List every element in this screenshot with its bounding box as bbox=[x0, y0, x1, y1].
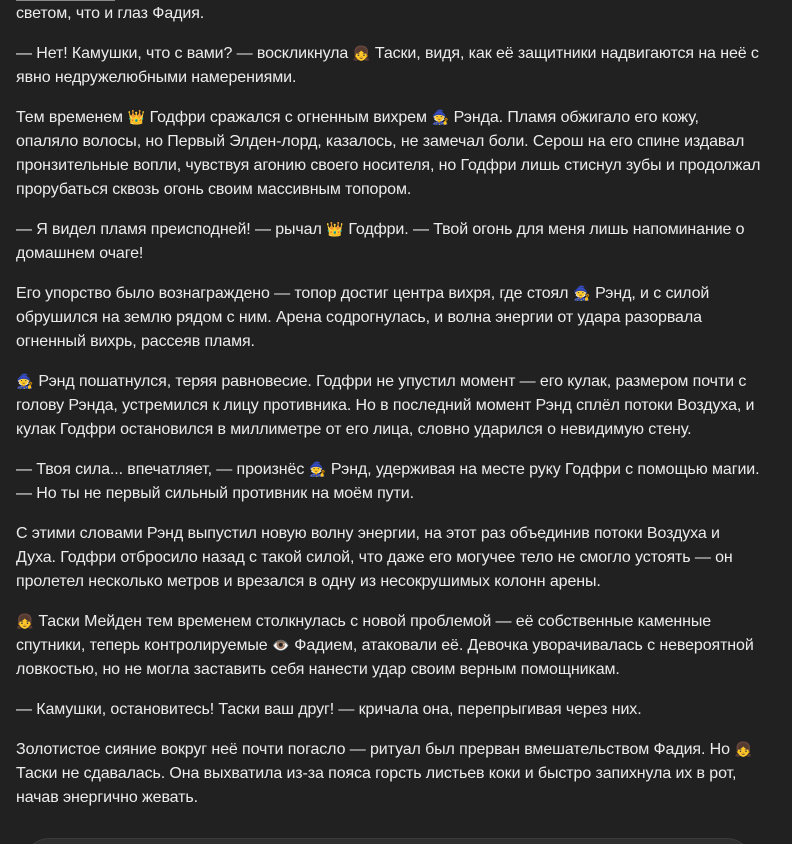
paragraph-text: С этими словами Рэнд выпустил новую волну энергии, на этот раз объединив потоки Воздуха и Духа. Годфри отбросило назад с такой силой, что даже его могучее тело не смогло устоять — он пролетел несколько метров и врезался в одну из несокрушимых колонн арены. bbox=[16, 525, 733, 590]
paragraph-text: Фадием, атаковали её. Девочка уворачивалась с невероятной ловкостью, но не могла заставить себя нанести удар своим верным помощникам. bbox=[16, 637, 754, 678]
message-paragraph bbox=[16, 282, 762, 354]
paragraph-text: — Твоя сила... впечатляет, — произнёс bbox=[16, 461, 309, 478]
assistant-message bbox=[16, 2, 762, 826]
paragraph-text: светом, что и глаз Фадия. bbox=[16, 5, 205, 22]
paragraph-text: — Камушки, остановитесь! Таски ваш друг! — кричала она, перепрыгивая через них. bbox=[16, 701, 642, 718]
message-paragraph bbox=[16, 106, 762, 202]
message-paragraph bbox=[16, 738, 762, 810]
crown-emoji-icon: 👑 bbox=[127, 110, 145, 126]
divider bbox=[16, 0, 115, 1]
message-paragraph bbox=[16, 522, 762, 594]
girl-emoji-icon: 👧 bbox=[352, 46, 371, 62]
mage-emoji-icon: 🧙 bbox=[573, 286, 591, 302]
message-paragraph bbox=[16, 42, 762, 90]
paragraph-text: Таски не сдавалась. Она выхватила из-за пояса горсть листьев коки и быстро запихнула их в рот, начав энергично жевать. bbox=[16, 765, 737, 806]
paragraph-text: Рэнд, удерживая на месте руку Годфри с помощью магии. — Но ты не первый сильный противник на моём пути. bbox=[16, 461, 760, 502]
message-paragraph bbox=[16, 218, 762, 266]
message-composer[interactable] bbox=[22, 838, 754, 844]
paragraph-text: Годфри сражался с огненным вихрем bbox=[145, 109, 432, 126]
paragraph-text: Рэнда. Пламя обжигало его кожу, опаляло волосы, но Первый Элден-лорд, казалось, не замечал боли. Серош на его спине издавал пронзительные вопли, чувствуя агонию своего носителя, но Годфри лишь стиснул зубы и продолжал прорубаться сквозь огонь своим массивным топором. bbox=[16, 109, 761, 198]
message-paragraph bbox=[16, 458, 762, 506]
paragraph-text: Таски Мейден тем временем столкнулась с новой проблемой — её собственные каменные спутники, теперь контролируемые bbox=[16, 613, 712, 654]
crown-emoji-icon: 👑 bbox=[326, 222, 344, 238]
message-paragraph bbox=[16, 370, 762, 442]
message-paragraph bbox=[16, 610, 762, 682]
paragraph-text: Рэнд, и с силой обрушился на землю рядом с ним. Арена содрогнулась, и волна энергии от удара разорвала огненный вихрь, рассеяв пламя. bbox=[16, 285, 710, 350]
mage-emoji-icon: 🧙 bbox=[16, 374, 34, 390]
mage-emoji-icon: 🧙 bbox=[431, 110, 449, 126]
girl-emoji-icon: 👧 bbox=[16, 614, 34, 630]
paragraph-text: Его упорство было вознаграждено — топор достиг центра вихря, где стоял bbox=[16, 285, 573, 302]
mage-emoji-icon: 🧙 bbox=[308, 462, 327, 478]
eye-emoji-icon: 👁️ bbox=[272, 638, 290, 654]
paragraph-text: Тем временем bbox=[16, 109, 128, 126]
message-paragraph bbox=[16, 2, 762, 26]
girl-emoji-icon: 👧 bbox=[734, 742, 752, 758]
paragraph-text: — Нет! Камушки, что с вами? — воскликнула bbox=[16, 45, 353, 62]
paragraph-text: Таски, видя, как её защитники надвигаются на неё с явно недружелюбными намерениями. bbox=[16, 45, 759, 86]
paragraph-text: Годфри. — Твой огонь для меня лишь напоминание о домашнем очаге! bbox=[16, 221, 745, 262]
paragraph-text: Рэнд пошатнулся, теряя равновесие. Годфри не упустил момент — его кулак, размером почти с голову Рэнда, устремился к лицу противника. Но в последний момент Рэнд сплёл потоки Воздуха, и кулак Годфри остановился в миллиметре от его лица, словно ударился о невидимую стену. bbox=[16, 373, 755, 438]
message-paragraph bbox=[16, 698, 762, 722]
paragraph-text: — Я видел пламя преисподней! — рычал bbox=[16, 221, 327, 238]
paragraph-text: Золотистое сияние вокруг неё почти погасло — ритуал был прерван вмешательством Фадия. Но bbox=[16, 741, 735, 758]
